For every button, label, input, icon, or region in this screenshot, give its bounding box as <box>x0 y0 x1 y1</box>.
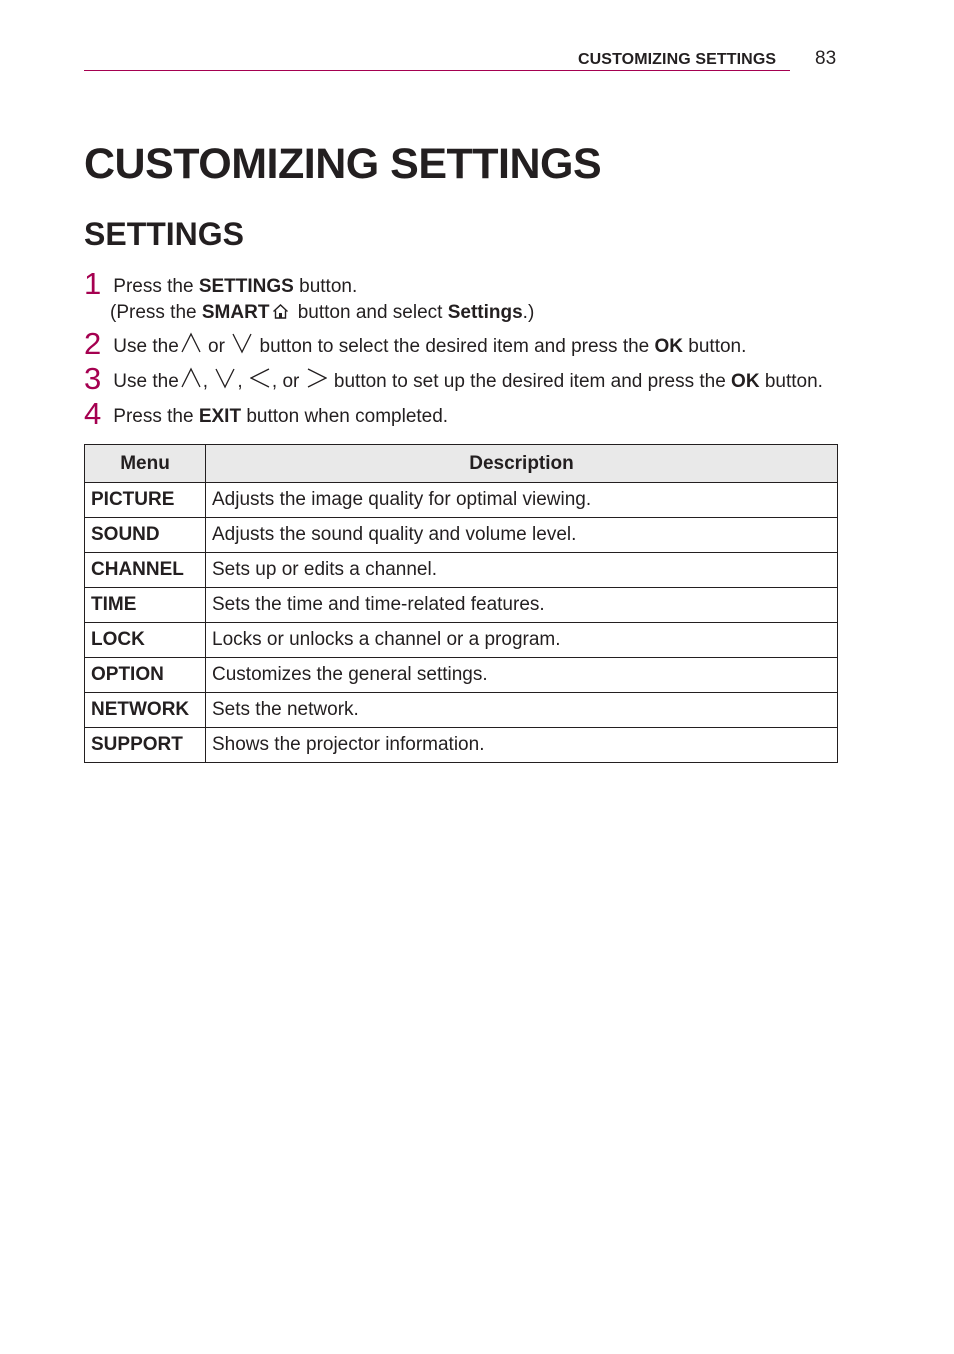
step-1-note <box>110 301 534 327</box>
step-3 <box>84 361 823 396</box>
table-row <box>85 658 838 693</box>
step-text: button. <box>293 276 358 297</box>
menu-cell: NETWORK <box>85 693 206 728</box>
description-cell: Shows the projector information. <box>206 728 838 763</box>
step-number: 4 <box>84 396 102 431</box>
step-1 <box>84 266 358 301</box>
column-header-menu: Menu <box>85 445 206 483</box>
description-cell: Adjusts the image quality for optimal viewing. <box>206 483 838 518</box>
settings-button-label: SETTINGS <box>198 276 294 297</box>
step-2 <box>84 326 747 361</box>
description-cell: Customizes the general settings. <box>206 658 838 693</box>
step-text: button and select <box>292 302 448 323</box>
description-cell: Locks or unlocks a channel or a program. <box>206 623 838 658</box>
step-text: button. <box>683 336 747 357</box>
ok-button-label: OK <box>654 336 684 357</box>
down-arrow-icon <box>232 332 252 361</box>
step-text: button to select the desired item and press the <box>254 336 655 357</box>
step-text: Press the <box>113 406 199 427</box>
menu-cell: SUPPORT <box>85 728 206 763</box>
step-text: , <box>237 371 248 392</box>
description-cell: Sets up or edits a channel. <box>206 553 838 588</box>
exit-button-label: EXIT <box>198 406 242 427</box>
step-text: Press the <box>113 276 199 297</box>
step-text: Use the <box>113 371 179 392</box>
table-row <box>85 483 838 518</box>
step-text: button when completed. <box>241 406 449 427</box>
step-text: or <box>202 336 231 357</box>
table-row <box>85 623 838 658</box>
description-cell: Sets the network. <box>206 693 838 728</box>
step-4 <box>84 396 449 431</box>
step-number: 3 <box>84 361 102 396</box>
up-arrow-icon <box>181 332 201 361</box>
description-cell: Sets the time and time-related features. <box>206 588 838 623</box>
step-text: Use the <box>113 336 179 357</box>
section-title: SETTINGS <box>84 216 245 252</box>
table-row <box>85 553 838 588</box>
step-text: button. <box>759 371 823 392</box>
table-row <box>85 518 838 553</box>
table-header-row <box>85 445 838 483</box>
step-text: .) <box>522 302 535 323</box>
step-text: , <box>202 371 214 392</box>
running-header: CUSTOMIZING SETTINGS <box>578 51 777 68</box>
step-text: button to set up the desired item and press the <box>328 371 732 392</box>
page-number: 83 <box>815 48 837 69</box>
menu-cell: SOUND <box>85 518 206 553</box>
step-number: 1 <box>84 266 102 301</box>
menu-cell: TIME <box>85 588 206 623</box>
smart-button-label: SMART <box>201 302 270 323</box>
menu-cell: CHANNEL <box>85 553 206 588</box>
left-arrow-icon <box>250 367 270 396</box>
header-divider <box>84 70 790 71</box>
description-cell: Adjusts the sound quality and volume level. <box>206 518 838 553</box>
table-row <box>85 728 838 763</box>
chapter-title: CUSTOMIZING SETTINGS <box>84 140 602 188</box>
menu-cell: OPTION <box>85 658 206 693</box>
down-arrow-icon <box>215 367 235 396</box>
table-row <box>85 693 838 728</box>
menu-cell: LOCK <box>85 623 206 658</box>
home-icon <box>272 303 289 327</box>
step-number: 2 <box>84 326 102 361</box>
settings-menu-table <box>84 444 838 763</box>
column-header-description: Description <box>206 445 838 483</box>
settings-menu-label: Settings <box>447 302 523 323</box>
menu-cell: PICTURE <box>85 483 206 518</box>
up-arrow-icon <box>181 367 201 396</box>
ok-button-label: OK <box>731 371 760 392</box>
step-text: , or <box>271 371 305 392</box>
step-text: (Press the <box>110 302 202 323</box>
right-arrow-icon <box>307 367 327 396</box>
table-row <box>85 588 838 623</box>
